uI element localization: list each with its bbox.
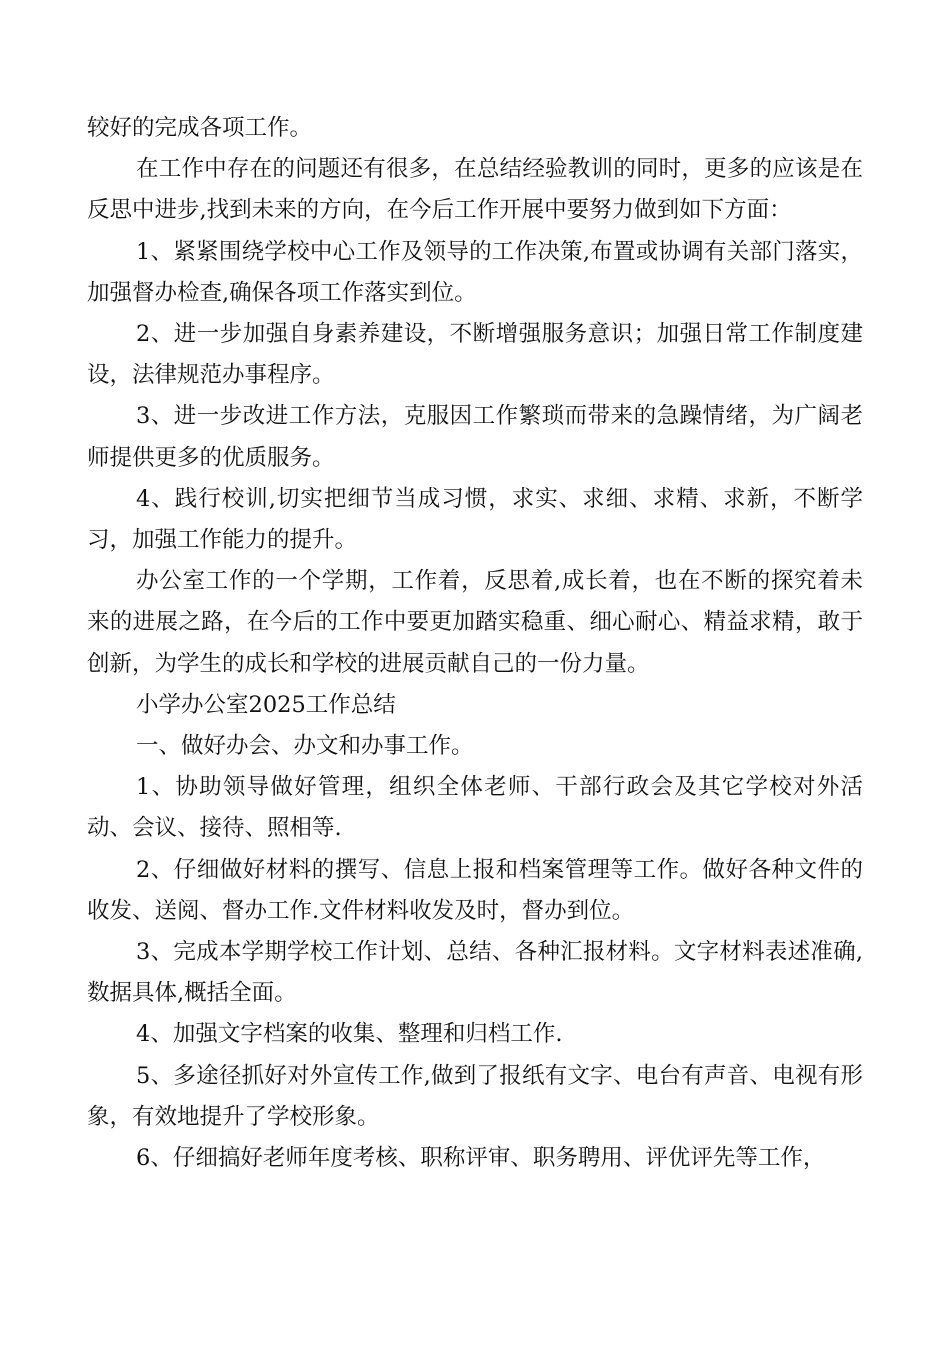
list-item: 2、仔细做好材料的撰写、信息上报和档案管理等工作。做好各种文件的收发、送阅、督办工作.文件材料收发及时，督办到位。 xyxy=(87,856,863,924)
list-item: 3、完成本学期学校工作计划、总结、各种汇报材料。文字材料表述准确,数据具体,概括全面。 xyxy=(87,939,863,1007)
list-item: 4、加强文字档案的收集、整理和归档工作. xyxy=(136,1021,563,1048)
list-item: 3、进一步改进工作方法，克服因工作繁琐而带来的急躁情绪，为广阔老师提供更多的优质服务。 xyxy=(87,403,863,471)
paragraph: 在工作中存在的问题还有很多，在总结经验教训的同时，更多的应该是在反思中进步,找到未来的方向，在今后工作开展中要努力做到如下方面： xyxy=(87,156,863,224)
paragraph: 办公室工作的一个学期，工作着，反思着,成长着，也在不断的探究着未来的进展之路，在今后的工作中要更加踏实稳重、细心耐心、精益求精，敢于创新，为学生的成长和学校的进展贡献自己的一份力量。 xyxy=(87,568,863,677)
list-item: 2、进一步加强自身素养建设，不断增强服务意识；加强日常工作制度建设，法律规范办事程序。 xyxy=(87,321,863,389)
list-item: 5、多途径抓好对外宣传工作,做到了报纸有文字、电台有声音、电视有形象，有效地提升了学校形象。 xyxy=(87,1062,863,1130)
paragraph: 较好的完成各项工作。 xyxy=(87,115,313,141)
list-item: 4、践行校训,切实把细节当成习惯，求实、求细、求精、求新，不断学习，加强工作能力的提升。 xyxy=(87,485,863,554)
document-body xyxy=(87,108,863,1179)
section-title: 小学办公室2025工作总结 xyxy=(136,691,396,718)
list-item: 1、紧紧围绕学校中心工作及领导的工作决策,布置或协调有关部门落实，加强督办检查,确保各项工作落实到位。 xyxy=(87,238,863,306)
list-item: 6、仔细搞好老师年度考核、职称评审、职务聘用、评优评先等工作， xyxy=(136,1145,826,1172)
list-item: 1、协助领导做好管理，组织全体老师、干部行政会及其它学校对外活动、会议、接待、照相等. xyxy=(87,774,863,842)
section-heading: 一、做好办会、办文和办事工作。 xyxy=(136,733,474,760)
